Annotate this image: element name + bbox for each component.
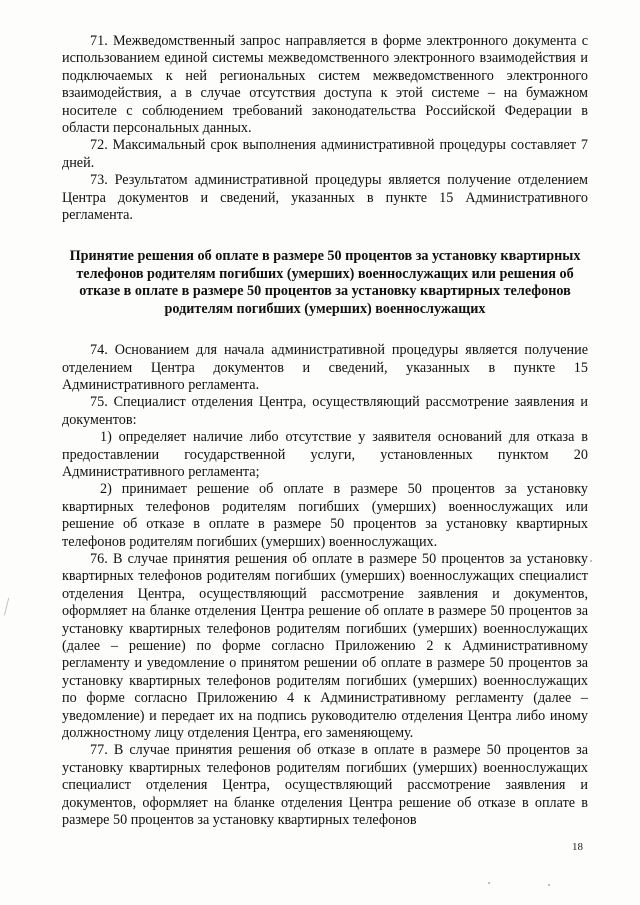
document-body	[62, 33, 588, 829]
paragraph-72: 72. Максимальный срок выполнения административной процедуры составляет 7 дней.	[62, 137, 588, 171]
paragraph-76: 76. В случае принятия решения об оплате в размере 50 процентов за установку квартирных телефонов родителям погибших (умерших) военнослужащих специалист отделения Центра, осуществляющий рассмотрение заявления и документов, оформляет на бланке отделения Центра решение об оплате в размере 50 процентов за установку квартирных телефонов родителям погибших (умерших) военнослужащих (далее – решение) по форме согласно Приложению 2 к Административному регламенту и уведомление о принятом решении об оплате в размере 50 процентов за установку квартирных телефонов родителям погибших (умерших) военнослужащих по форме согласно Приложению 4 к Административному регламенту (далее – уведомление) и передает их на подпись руководителю отделения Центра либо иному должностному лицу отделения Центра, его заменяющему.	[62, 550, 588, 742]
page-number: 18	[572, 841, 583, 853]
scan-speck	[590, 560, 592, 562]
list-item-2: 2) принимает решение об оплате в размере 50 процентов за установку квартирных телефонов родителям погибших (умерших) военнослужащих или решение об отказе в оплате в размере 50 процентов за установку квартирных телефонов родителям погибших (умерших) военнослужащих.	[62, 481, 588, 550]
section-heading: Принятие решения об оплате в размере 50 процентов за установку квартирных телефонов родителям погибших (умерших) военнослужащих или решения об отказе в оплате в размере 50 процентов за установку квартирных телефонов родителям погибших (умерших) военнослужащих	[69, 248, 581, 317]
paragraph-77: 77. В случае принятия решения об отказе в оплате в размере 50 процентов за установку квартирных телефонов родителям погибших (умерших) военнослужащих специалист отделения Центра, осуществляющий рассмотрение заявления и документов, оформляет на бланке отделения Центра решение об отказе в оплате в размере 50 процентов за установку квартирных телефонов	[62, 742, 588, 829]
scan-speck	[548, 884, 550, 886]
paragraph-74: 74. Основанием для начала административной процедуры является получение отделением Центра документов и сведений, указанных в пункте 15 Административного регламента.	[62, 342, 588, 393]
paragraph-75: 75. Специалист отделения Центра, осуществляющий рассмотрение заявления и документов:	[62, 394, 588, 428]
scan-artifact	[4, 598, 12, 616]
paragraph-71: 71. Межведомственный запрос направляется в форме электронного документа с использованием единой системы межведомственного электронного взаимодействия и подключаемых к ней региональных систем межведомственного электронного взаимодействия, а в случае отсутствия доступа к этой системе – на бумажном носителе с соблюдением требований законодательства Российской Федерации в области персональных данных.	[62, 33, 588, 137]
list-item-1: 1) определяет наличие либо отсутствие у заявителя оснований для отказа в предоставлении государственной услуги, установленных пунктом 20 Административного регламента;	[62, 429, 588, 480]
scan-speck	[488, 882, 490, 884]
paragraph-73: 73. Результатом административной процедуры является получение отделением Центра документов и сведений, указанных в пункте 15 Административного регламента.	[62, 172, 588, 224]
